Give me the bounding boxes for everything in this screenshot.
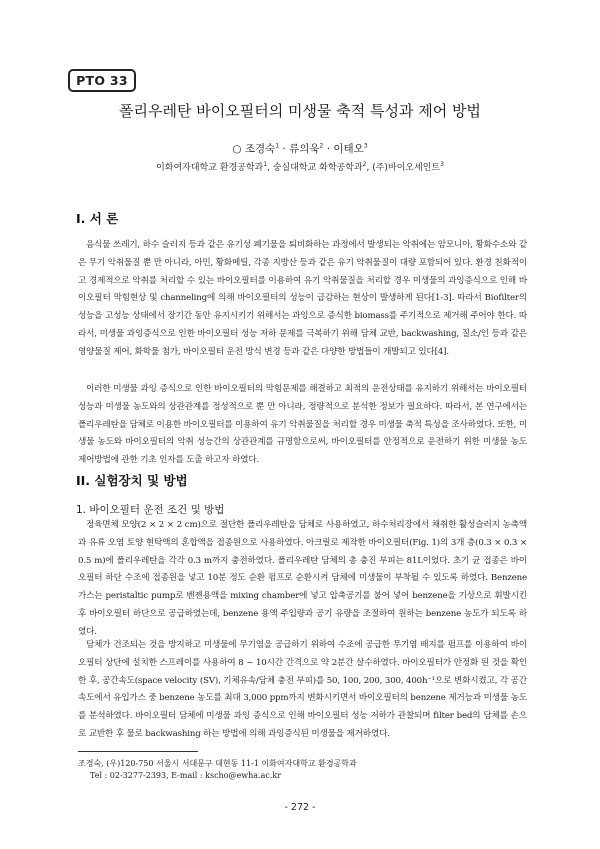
intro-paragraph-2: 이러한 미생물 과잉 증식으로 인한 바이오필터의 막힘문제를 해결하고 최적의 운전상태를 유지하기 위해서는 바이오필터 성능과 미생물 농도와의 상관관계를 정성적으로 뿐 만 아니라, 정량적으로 분석한 정보가 필요하다. 따라서, 본 연구에서는 폴리우레탄을 담체로 이용한 바이오필터를 이용하여 유기 악취물질을 처리할 경우 미생물 축적 특성을 조사하였다. 또한, 미생물 농도와 바이오필터의 악취 성능간의 상관관계를 규명함으로써, 바이오필터를 안정적으로 운전하기 위한 미생물 농도 제어방법에 관한 기초 인자를 도출 하고자 하였다.: [78, 384, 527, 466]
section-heading-methods: II. 실험장치 및 방법: [76, 473, 188, 488]
author-sep-1: ·: [279, 143, 290, 155]
author-sep-2: ·: [323, 143, 334, 155]
session-tag: PTO 33: [68, 69, 136, 92]
author-list: [0, 141, 600, 156]
affiliation-1: 이화여자대학교 환경공학과: [156, 163, 264, 173]
footnote-divider: [78, 751, 198, 752]
page-number: - 272 -: [284, 802, 316, 813]
affiliation-2-sup: 2: [362, 161, 367, 168]
footnote-address: 조경숙, (우)120-750 서울시 서대문구 대현동 11-1 이화여자대학교 환경공학과: [78, 759, 357, 768]
author-3: 이태오: [333, 143, 364, 155]
author-2-sup: 2: [319, 142, 324, 150]
author-1-sup: 1: [275, 142, 280, 150]
affiliation-list: [0, 160, 600, 173]
affiliation-sep-2: ,: [366, 163, 373, 173]
author-2: 류의욱: [289, 143, 320, 155]
author-1: 조경숙: [244, 143, 276, 155]
author-prefix: ○: [232, 143, 245, 155]
affiliation-3: (주)바이오세인트: [372, 163, 441, 173]
paper-title: 폴리우레탄 바이오필터의 미생물 축적 특성과 제어 방법: [119, 102, 481, 120]
subsection-heading: 1. 바이오필터 운전 조건 및 방법: [76, 504, 225, 516]
affiliation-1-sup: 1: [263, 161, 268, 168]
affiliation-2: 숭실대학교 화학공학과: [272, 163, 363, 173]
section-heading-introduction: I. 서 론: [76, 211, 119, 226]
methods-paragraph-1: 정육면체 모양(2 × 2 × 2 cm)으로 절단한 폴리우레탄을 담체로 사용하였고, 하수처리장에서 채취한 활성슬러지 농축액과 유류 오염 토양 현탁액의 혼합액을 접종원으로 사용하였다. 아크릴로 제작한 바이오필터(Fig. 1)의 3개 층(0.3 × 0.3 × 0.5 m)에 폴리우레탄을 각각 0.3 m까지 충전하였다. 폴리우레탄 담체의 총 충진 부피는 81L이었다. 초기 균 접종은 바이오필터 하단 수조에 접종원을 넣고 10분 정도 순환 펌프로 순환시켜 담체에 미생물이 부착될 수 있도록 하였다. Benzene 가스는 peristaltic pump로 벤젠용액을 mixing chamber에 넣고 압축공기를 불어 넣어 benzene을 기상으로 휘발시킨 후 바이오필터 하단으로 공급하였는데, benzene 용액 주입량과 공기 유량을 조절하여 원하는 benzene 농도가 되도록 하였다.: [78, 520, 527, 637]
affiliation-sep-1: ,: [267, 163, 273, 173]
intro-paragraph-1: 음식물 쓰레기, 하수 슬러지 등과 같은 유기성 폐기물을 퇴비화하는 과정에서 발생되는 악취에는 암모니아, 황화수소와 같은 무기 악취물질 뿐 만 아니라, 아민, 황화메틸, 각종 지방산 등과 같은 유기 악취물질이 대량 포함되어 있다. 환경 친화적이고 경제적으로 악취를 처리할 수 있는 바이오필터를 이용하여 유기 악취물질을 처리할 경우 미생물의 과잉증식으로 인해 바이오필터 막힘현상 및 channeling에 의해 바이오필터의 성능이 급감하는 현상이 발생하게 된다[1-3]. 따라서 Biofilter의 성능을 고성능 상태에서 장기간 동안 유지시키기 위해서는 과잉으로 증식한 biomass를 주기적으로 제거해 주어야 한다. 따라서, 미생물 과잉증식으로 인한 바이오필터 성능 저하 문제를 극복하기 위해 담체 교반, backwashing, 질소/인 등과 같은 영양물질 제어, 화학물 첨가, 바이오필터 운전 방식 변경 등과 같은 다양한 방법들이 개발되고 있다[4].: [78, 240, 527, 357]
author-3-sup: 3: [363, 142, 368, 150]
affiliation-3-sup: 3: [440, 161, 444, 168]
footnote-contact: Tel : 02-3277-2393, E-mail : kscho@ewha.ac.kr: [90, 771, 282, 780]
methods-paragraph-2: 담체가 건조되는 것을 방지하고 미생물에 무기염을 공급하기 위하여 수조에 공급한 무기염 배지를 펌프를 이용하여 바이오필터 상단에 설치한 스프레이를 사용하여 8 ~ 10시간 간격으로 약 2분간 살수하였다. 바이오필터가 안정화 된 것을 확인한 후, 공간속도(space velocity (SV), 기체유속/담체 충전 부피)를 50, 100, 200, 300, 400h⁻¹으로 변화시켰고, 각 공간속도에서 유입가스 중 benzene 농도를 최대 3,000 ppm까지 변화시키면서 바이오필터의 benzene 제거능과 미생물 농도를 분석하였다. 바이오필터 담체에 미생물 과잉 증식으로 인해 바이오필터 성능 저하가 관찰되며 filter bed의 담체를 손으로 교반한 후 물로 backwashing 하는 방법에 의해 과잉증식된 미생물을 제거하였다.: [78, 640, 527, 739]
